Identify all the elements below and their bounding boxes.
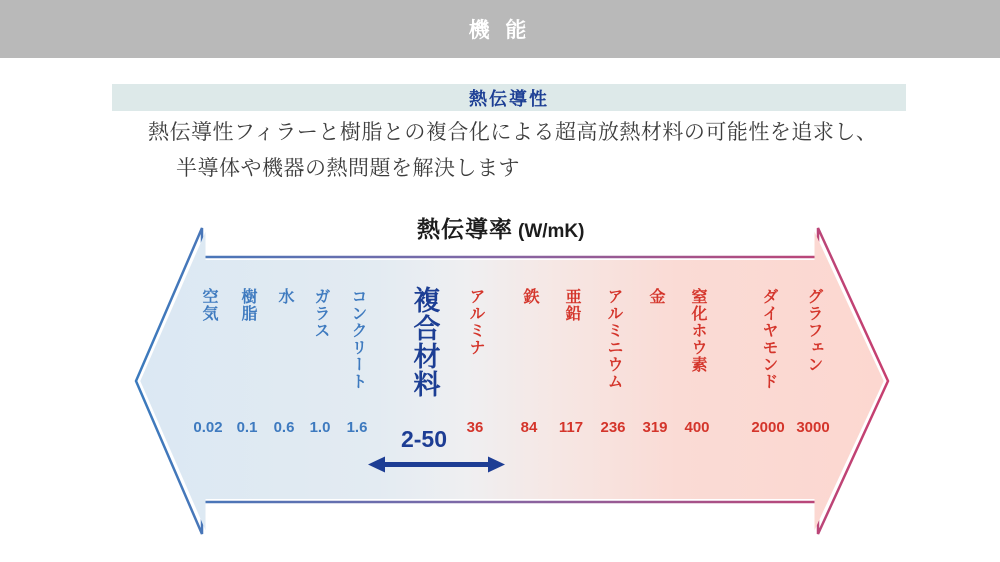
description-line-1: 熱伝導性フィラーと樹脂との複合化による超高放熱材料の可能性を追求し、 <box>148 121 878 144</box>
material-label: コンクリート <box>349 288 366 390</box>
material-label: グラフェン <box>805 288 822 373</box>
material-value: 0.02 <box>193 419 223 436</box>
page-title: 機 能 <box>468 19 532 42</box>
material-label: 亜鉛 <box>563 288 580 322</box>
material-value: 117 <box>558 419 584 436</box>
material-label: 水 <box>276 288 293 305</box>
material-label: 鉄 <box>521 288 538 305</box>
scale-unit: (W/mK) <box>518 221 585 242</box>
material-value: 400 <box>684 419 710 436</box>
material-label: 複合材料 <box>409 286 440 398</box>
description-line-2: 半導体や機器の熱問題を解決します <box>176 157 520 180</box>
material-value: 0.1 <box>236 419 258 436</box>
scale-title: 熱伝導率 <box>417 216 513 242</box>
material-value: 1.0 <box>309 419 331 436</box>
section-title: 熱伝導性 <box>469 88 549 109</box>
material-value: 1.6 <box>346 419 368 436</box>
material-label: 金 <box>647 288 664 305</box>
material-label: ガラス <box>312 288 329 339</box>
material-label: アルミニウム <box>605 288 622 390</box>
material-value: 2000 <box>751 419 785 436</box>
material-label: 樹脂 <box>239 288 256 322</box>
material-value: 319 <box>642 419 668 436</box>
arrow-fill <box>140 232 883 531</box>
material-label: ダイヤモンド <box>760 288 777 390</box>
material-label: アルミナ <box>467 288 484 356</box>
material-label: 空気 <box>200 288 217 322</box>
material-value: 84 <box>520 419 538 436</box>
material-value: 36 <box>466 419 484 436</box>
material-value: 236 <box>600 419 626 436</box>
range-label: 2-50 <box>400 426 448 452</box>
material-label: 窒化ホウ素 <box>689 288 706 373</box>
material-value: 3000 <box>796 419 830 436</box>
material-value: 0.6 <box>273 419 295 436</box>
